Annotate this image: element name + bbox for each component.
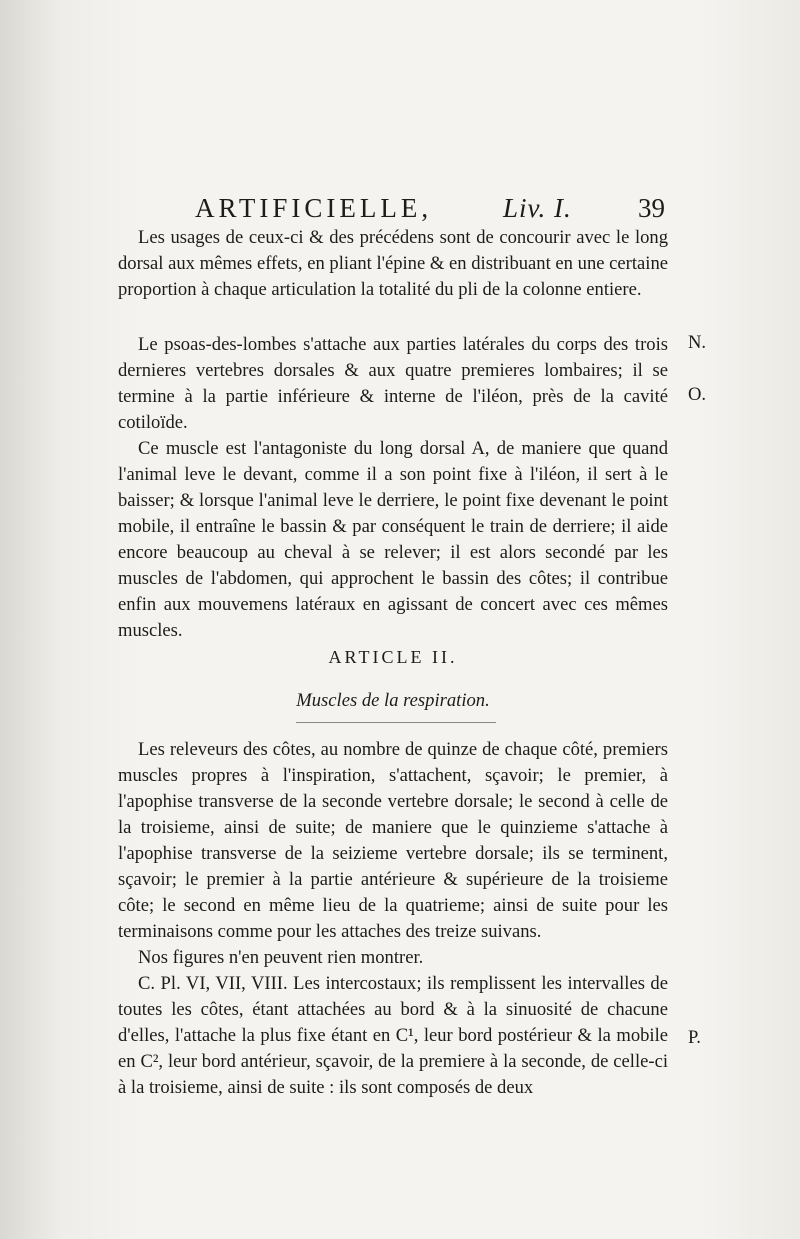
running-head — [195, 193, 665, 227]
paragraph-text: Les releveurs des côtes, au nombre de quinze de chaque côté, premiers muscles propres à l'inspiration, s'attachent, sçavoir; le premier, à l'apophise transverse de la seconde vertebre dorsale; le second à celle de la troisieme, ainsi de suite; de maniere que le quinzieme s'attache à l'apophise transverse de la seizieme vertebre dorsale; ils se terminent, sçavoir; le premier à la partie antérieure & supérieure de la troisieme côte; le second en même lieu de la quatrieme; ainsi de suite pour les terminaisons comme pour les attaches des treize suivans. — [118, 739, 668, 942]
article-heading: ARTICLE II. — [328, 647, 458, 667]
page-number: 39 — [638, 193, 665, 223]
paragraph-text: Les usages de ceux-ci & des précédens sont de concourir avec le long dorsal aux mêmes effets, en pliant l'épine & en distribuant en une certaine proportion à chaque articulation la totalité du pli de la colonne entiere. — [118, 227, 668, 300]
paragraph-text: Le psoas-des-lombes s'attache aux parties latérales du corps des trois dernieres vertebres dorsales & aux quatre premieres lombaires; il se termine à la partie inférieure & interne de l'iléon, près de la cavité cotiloïde. — [118, 334, 668, 433]
paragraph-figures — [118, 945, 668, 971]
paragraph-text: Nos figures n'en peuvent rien montrer. — [138, 947, 424, 968]
paragraph-usages — [118, 225, 668, 303]
running-head-book: Liv. I. — [503, 193, 572, 223]
paragraph-intercostaux — [118, 971, 668, 1101]
paragraph-text: Ce muscle est l'antagoniste du long dorsal A, de maniere que quand l'animal leve le devant, comme il a son point fixe à l'iléon, il sert à le baisser; & lorsque l'animal leve le derriere, le point fixe devenant le point mobile, il entraîne le bassin & par conséquent le train de derriere; il aide encore beaucoup au cheval à se relever; il est alors secondé par les muscles de l'abdomen, qui approchent le bassin des côtes; il contribue enfin aux mouvemens latéraux en agissant de concert avec ces mêmes muscles. — [118, 438, 668, 641]
paragraph-text: C. Pl. VI, VII, VIII. Les intercostaux; ils remplissent les intervalles de toutes les côtes, étant attachées au bord & à la sinuosité de chacune d'elles, l'attache la plus fixe étant en C¹, leur bord postérieur & la mobile en C², leur bord antérieur, sçavoir, de la premiere à la seconde, de celle-ci à la troisieme, ainsi de suite : ils sont composés de deux — [118, 973, 668, 1098]
margin-note-o: O. — [688, 384, 707, 405]
margin-note-p: P. — [688, 1027, 701, 1048]
paragraph-psoas — [118, 332, 668, 436]
section-rule — [296, 722, 496, 723]
running-head-title: ARTIFICIELLE, — [195, 193, 433, 223]
margin-note-n: N. — [688, 332, 707, 353]
paragraph-antagoniste — [118, 436, 668, 644]
section-title: Muscles de la respiration. — [296, 690, 490, 711]
paragraph-releveurs — [118, 737, 668, 945]
